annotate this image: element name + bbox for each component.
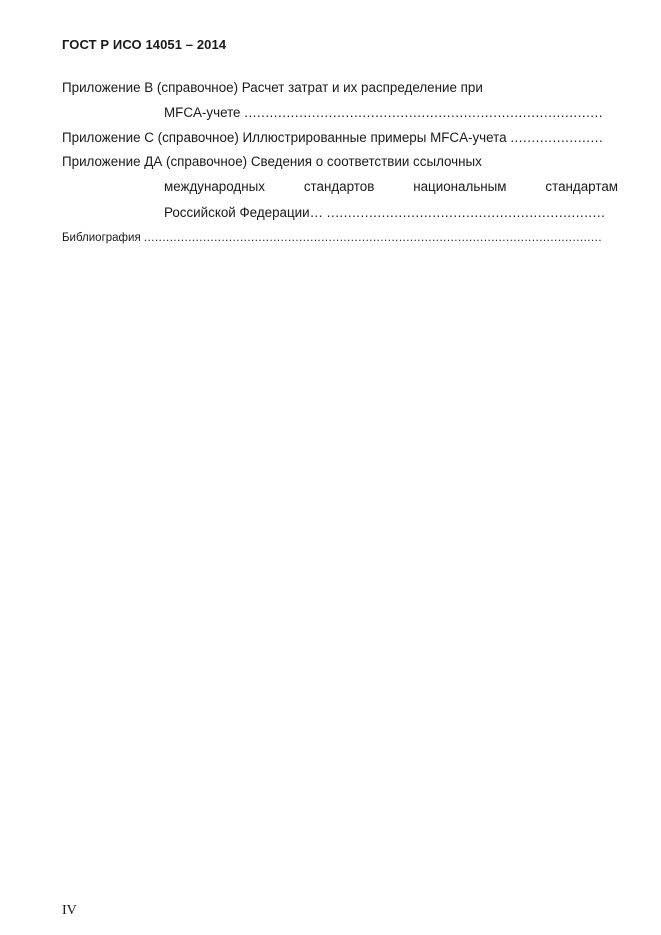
toc-appendix-b-line2-label: MFCA-учете [164,105,241,120]
toc-appendix-c[interactable] [62,130,604,146]
toc-word: международных [164,179,265,194]
page-number: IV [62,903,77,918]
toc-appendix-da-line1: Приложение ДА (справочное) Сведения о соответствии ссылочных [62,154,482,169]
toc-appendix-c-label: Приложение С (справочное) Иллюстрированные примеры MFCA-учета [62,130,507,145]
toc-appendix-da-line3[interactable] [164,205,606,221]
toc-word: стандартов [303,179,375,194]
toc-word: стандартам [545,179,618,194]
toc-appendix-da-line3-label: Российской Федерации… [164,205,324,220]
toc-appendix-da-line2 [164,179,618,195]
toc-bibliography-label: Библиография [62,232,141,244]
toc-appendix-b-line1: Приложение В (справочное) Расчет затрат и их распределение при [62,80,483,95]
page-header-title: ГОСТ Р ИСО 14051 – 2014 [62,37,227,52]
toc-appendix-b-line2[interactable] [164,105,604,121]
toc-word: национальным [413,179,507,194]
toc-bibliography[interactable] [62,230,602,246]
